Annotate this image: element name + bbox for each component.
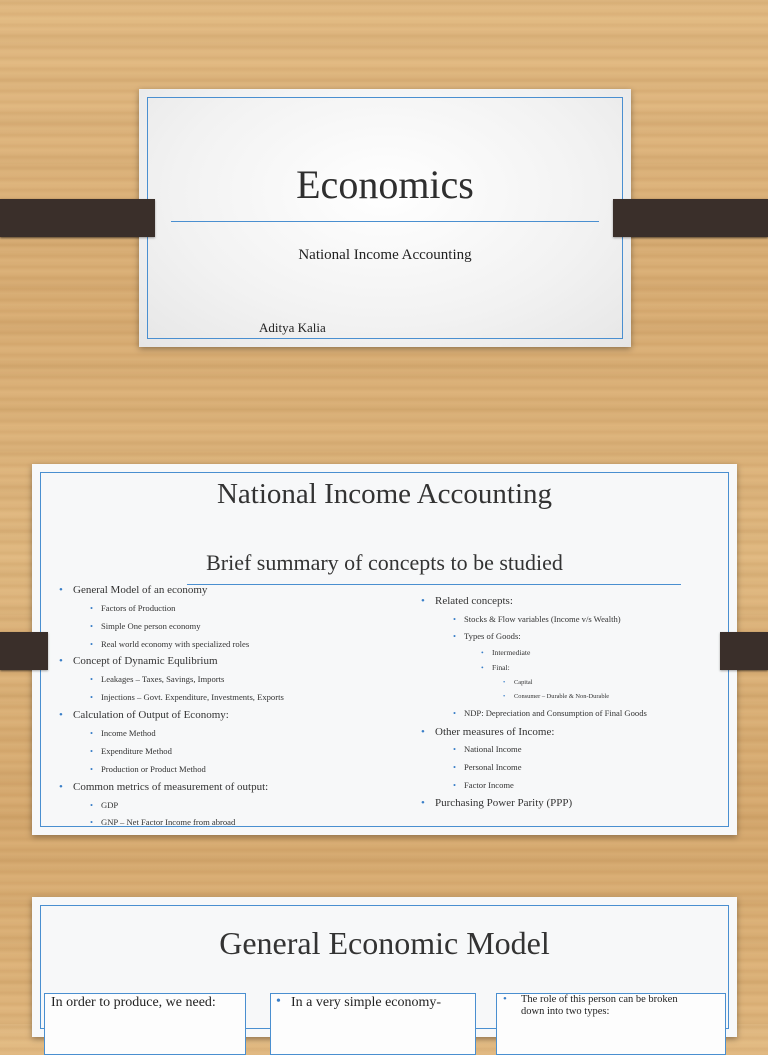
box-text-line-1: The role of this person can be broken [521,994,678,1005]
list-item: • NDP: Depreciation and Consumption of Final Goods [464,708,647,718]
slide-summary[interactable] [32,464,737,835]
list-item: • Real world economy with specialized roles [101,639,249,649]
list-item: • Leakages – Taxes, Savings, Imports [101,674,224,684]
box-text-line-2: down into two types: [521,1006,610,1017]
content-box-left [44,993,246,1055]
list-item: • Other measures of Income: [435,726,554,738]
list-item: • Capital [514,679,532,686]
list-item: • Consumer – Durable & Non-Durable [514,693,609,700]
list-item: • Injections – Govt. Expenditure, Investments, Exports [101,692,284,702]
bullet-icon: • [276,994,281,1009]
list-item: • Expenditure Method [101,746,172,756]
tape-overlay-right-1 [613,199,768,237]
slide-heading: National Income Accounting [216,478,552,510]
slide-subtitle: National Income Accounting [298,247,472,263]
list-item: • Simple One person economy [101,621,201,631]
content-box-middle [270,993,476,1055]
list-item: • General Model of an economy [73,584,207,596]
author-name: Aditya Kalia [259,320,326,335]
list-item: • Factors of Production [101,603,175,613]
list-item: • Production or Product Method [101,764,206,774]
content-box-right [496,993,726,1055]
list-item: • Income Method [101,728,156,738]
slide-title-heading: Economics [296,162,474,207]
tape-overlay-right-2 [720,632,768,670]
box-text: In order to produce, we need: [51,995,216,1010]
list-item: • Stocks & Flow variables (Income v/s Wealth) [464,614,621,624]
list-item: • GDP [101,800,118,810]
list-item: • Types of Goods: [464,631,521,641]
list-item: • Related concepts: [435,595,513,607]
list-item: • Final: [492,663,510,672]
list-item: • Common metrics of measurement of output: [73,781,268,793]
list-item: • Intermediate [492,648,530,657]
slide-subheading: Brief summary of concepts to be studied [206,550,563,575]
list-item: • Personal Income [464,762,522,772]
slide-general-model[interactable] [32,897,737,1037]
subheading-divider [187,584,681,585]
list-item: • Concept of Dynamic Equlibrium [73,655,218,667]
tape-overlay-left-1 [0,199,155,237]
title-divider [171,221,599,222]
slide-heading: General Economic Model [219,925,550,961]
list-item: • Purchasing Power Parity (PPP) [435,797,572,809]
list-item: • National Income [464,744,522,754]
list-item: • Calculation of Output of Economy: [73,709,229,721]
list-item: • Factor Income [464,780,514,790]
box-text: In a very simple economy- [291,995,442,1010]
tape-overlay-left-2 [0,632,48,670]
bullet-icon: • [503,993,507,1005]
slide-frame [147,97,623,339]
list-item: • GNP – Net Factor Income from abroad [101,817,235,827]
slide-title[interactable] [139,89,631,347]
